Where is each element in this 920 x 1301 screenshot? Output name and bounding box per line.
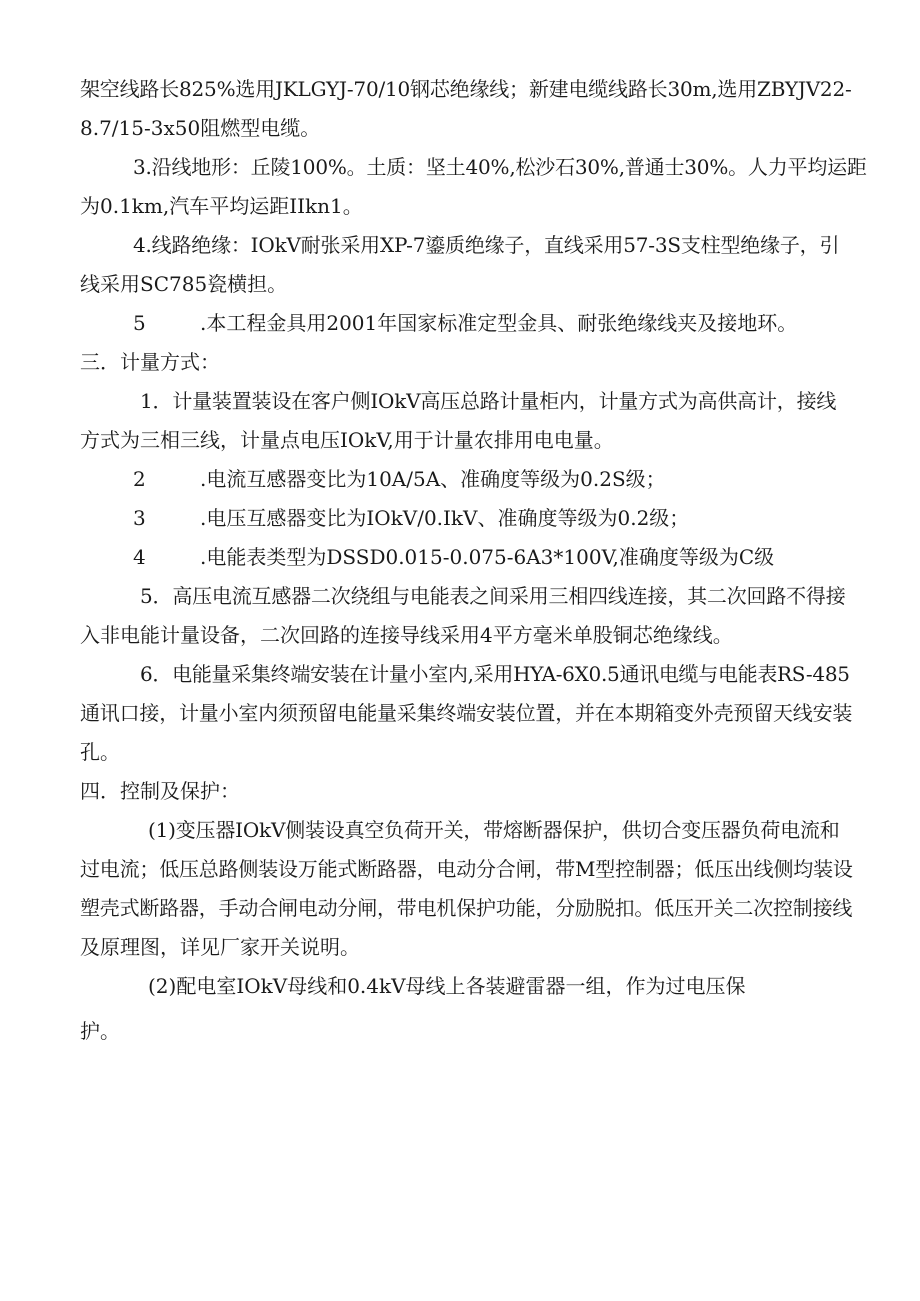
metering-item-2-number: 2	[133, 467, 146, 491]
overhead-line-text-2: 8.7/15-3x50阻燃型电缆。	[80, 116, 321, 140]
fittings-text: .本工程金具用2001年国家标准定型金具、耐张绝缘线夹及接地环。	[200, 311, 798, 335]
control-item-2-text-2: 护。	[80, 1019, 120, 1043]
fittings-number: 5	[133, 311, 146, 335]
metering-item-2-text: .电流互感器变比为10A/5A、准确度等级为0.2S级；	[200, 467, 666, 491]
terrain-text-2: 为0.1km,汽车平均运距IIkn1。	[80, 194, 363, 218]
control-item-1-text-1: (1)变压器IOkV侧装设真空负荷开关，带熔断器保护，供切合变压器负荷电流和	[148, 818, 840, 842]
metering-item-3-text: .电压互感器变比为IOkV/0.IkV、准确度等级为0.2级；	[200, 506, 690, 530]
control-item-1-text-3: 塑壳式断路器，手动合闸电动分闸，带电机保护功能，分励脱扣。低压开关二次控制接线	[80, 896, 853, 920]
section-4-heading: 四．控制及保护：	[80, 779, 240, 803]
metering-item-1-text-1: 1．计量装置装设在客户侧IOkV高压总路计量柜内，计量方式为高供高计，接线	[140, 389, 837, 413]
metering-item-4-number: 4	[133, 545, 146, 569]
metering-item-6-text-2: 通讯口接，计量小室内须预留电能量采集终端安装位置，并在本期箱变外壳预留天线安装	[80, 701, 853, 725]
control-item-1-text-2: 过电流；低压总路侧装设万能式断路器，电动分合闸，带M型控制器；低压出线侧均装设	[80, 857, 853, 881]
control-item-1-text-4: 及原理图，详见厂家开关说明。	[80, 935, 360, 959]
metering-item-6-text-1: 6．电能量采集终端安装在计量小室内,采用HYA-6X0.5通讯电缆与电能表RS-485	[140, 662, 850, 686]
metering-item-5-text-2: 入非电能计量设备，二次回路的连接导线采用4平方毫米单股铜芯绝缘线。	[80, 623, 733, 647]
metering-item-1-text-2: 方式为三相三线，计量点电压IOkV,用于计量农排用电电量。	[80, 428, 614, 452]
control-item-2-text-1: (2)配电室IOkV母线和0.4kV母线上各装避雷器一组，作为过电压保	[148, 974, 746, 998]
terrain-text-1: 3.沿线地形：丘陵100%。土质：坚土40%,松沙石30%,普通士30%。人力平均运距	[133, 155, 867, 179]
insulation-text-2: 线采用SC785瓷横担。	[80, 272, 288, 296]
metering-item-5-text-1: 5．高压电流互感器二次绕组与电能表之间采用三相四线连接，其二次回路不得接	[140, 584, 846, 608]
metering-item-4-text: .电能表类型为DSSD0.015-0.075-6A3*100V,准确度等级为C级	[200, 545, 775, 569]
insulation-text-1: 4.线路绝缘：IOkV耐张采用XP-7鎏质绝缘子，直线采用57-3S支柱型绝缘子，引	[133, 233, 840, 257]
overhead-line-text-1: 架空线路长825%选用JKLGYJ-70/10钢芯绝缘线；新建电缆线路长30m,选用ZBYJV22-	[80, 77, 852, 101]
metering-item-6-text-3: 孔。	[80, 740, 120, 764]
metering-item-3-number: 3	[133, 506, 146, 530]
section-3-heading: 三．计量方式：	[80, 350, 220, 374]
